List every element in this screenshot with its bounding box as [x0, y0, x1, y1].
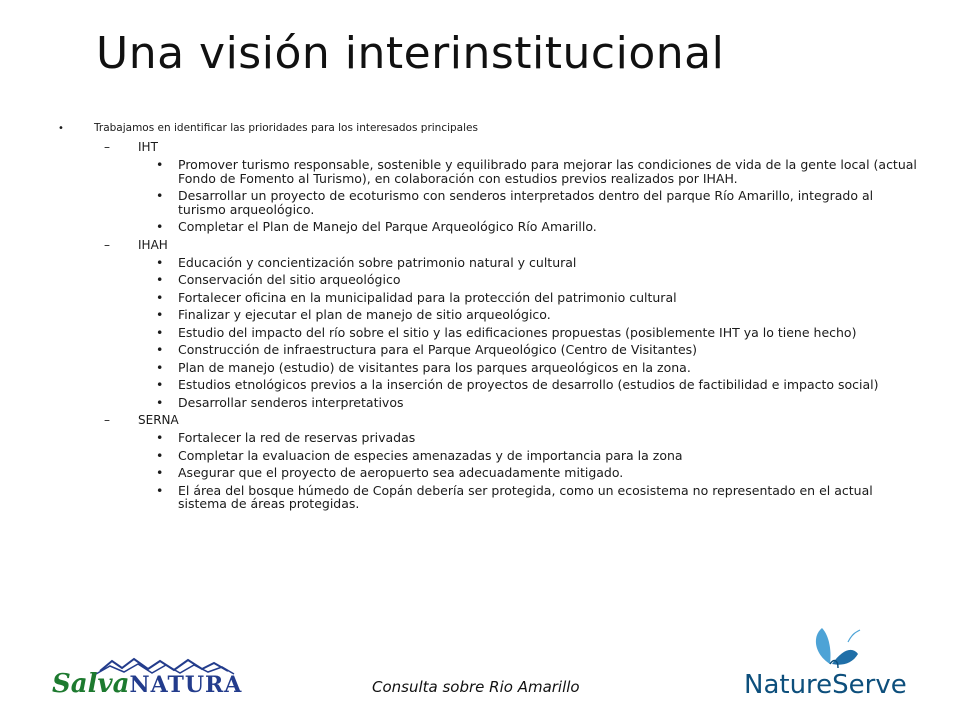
- intro-text: Trabajamos en identificar las prioridades para los interesados principales: [94, 122, 478, 134]
- bullet-icon: •: [156, 430, 164, 445]
- bullet-icon: •: [156, 324, 164, 340]
- butterfly-icon: [808, 624, 868, 672]
- slide-body: [58, 121, 918, 515]
- bullet-icon: •: [156, 254, 164, 270]
- list-item: [156, 158, 918, 185]
- dash-icon: –: [104, 140, 110, 154]
- bullet-icon: •: [156, 219, 164, 234]
- bullet-icon: •: [156, 359, 164, 375]
- bullet-icon: •: [156, 447, 164, 463]
- section-name: SERNA: [138, 413, 179, 427]
- section-heading: [104, 238, 918, 253]
- bullet-icon: •: [156, 307, 164, 322]
- section-heading: [104, 413, 918, 428]
- list-item: [156, 256, 918, 270]
- list-item: [156, 431, 918, 445]
- list-item-text: Plan de manejo (estudio) de visitantes para los parques arqueológicos en la zona.: [178, 359, 691, 375]
- natureserve-logo: [742, 624, 910, 708]
- list-item: [156, 466, 918, 480]
- list-item: [156, 484, 918, 511]
- list-item-text: Promover turismo responsable, sostenible y equilibrado para mejorar las condiciones de vida de la gente local (actual Fondo de Fomento al Turismo), en colaboración con estudios previos realizados por IHAH.: [178, 157, 917, 186]
- list-item: [156, 361, 918, 375]
- slide-title: Una visión interinstitucional: [96, 28, 725, 79]
- list-item: [156, 396, 918, 410]
- list-item-text: Educación y concientización sobre patrimonio natural y cultural: [178, 254, 577, 270]
- bullet-icon: •: [156, 272, 164, 287]
- dash-icon: –: [104, 237, 110, 252]
- logo-natura-text: NATURA: [129, 672, 243, 698]
- list-item-text: Fortalecer oficina en la municipalidad para la protección del patrimonio cultural: [178, 289, 677, 305]
- list-item-text: Fortalecer la red de reservas privadas: [178, 430, 416, 445]
- list-item-text: Desarrollar un proyecto de ecoturismo con senderos interpretados dentro del parque Río Amarillo, integrado al turismo arqueológico.: [178, 188, 874, 217]
- bullet-icon: •: [156, 465, 164, 480]
- list-item-text: Estudio del impacto del río sobre el sitio y las edificaciones propuestas (posiblemente IHT ya lo tiene hecho): [178, 324, 857, 340]
- bullet-icon: •: [58, 123, 64, 134]
- section-heading: [104, 140, 918, 155]
- list-item: [156, 220, 918, 234]
- list-item-text: Asegurar que el proyecto de aeropuerto sea adecuadamente mitigado.: [178, 465, 624, 480]
- list-item-text: Construcción de infraestructura para el Parque Arqueológico (Centro de Visitantes): [178, 342, 698, 357]
- bullet-icon: •: [156, 342, 164, 357]
- dash-icon: –: [104, 413, 110, 427]
- list-item: [156, 449, 918, 463]
- intro-item: [58, 121, 918, 136]
- list-item: [156, 343, 918, 357]
- list-item: [156, 273, 918, 287]
- list-item-text: Completar la evaluacion de especies amenazadas y de importancia para la zona: [178, 447, 683, 463]
- section-name: IHAH: [138, 237, 168, 252]
- bullet-icon: •: [156, 394, 164, 410]
- list-item-text: Finalizar y ejecutar el plan de manejo de sitio arqueológico.: [178, 307, 551, 322]
- list-item: [156, 189, 918, 216]
- list-item-text: Conservación del sitio arqueológico: [178, 272, 401, 287]
- list-item: [156, 378, 918, 392]
- list-item: [156, 326, 918, 340]
- bullet-icon: •: [156, 377, 164, 392]
- list-item: [156, 308, 918, 322]
- sections-list: [58, 140, 918, 511]
- bullet-icon: •: [156, 482, 164, 498]
- salvanatura-logo: [52, 655, 252, 705]
- natureserve-wordmark: NatureServe: [744, 670, 907, 700]
- bullet-icon: •: [156, 157, 164, 172]
- list-item: [156, 291, 918, 305]
- list-item-text: Estudios etnológicos previos a la inserción de proyectos de desarrollo (estudios de factibilidad e impacto social): [178, 377, 879, 392]
- bullet-icon: •: [156, 188, 164, 203]
- section-name: IHT: [138, 140, 158, 154]
- bullet-icon: •: [156, 289, 164, 305]
- logo-salva-text: Salva: [52, 669, 130, 699]
- list-item-text: Desarrollar senderos interpretativos: [178, 394, 404, 410]
- list-item-text: Completar el Plan de Manejo del Parque Arqueológico Río Amarillo.: [178, 219, 597, 234]
- footer-caption: Consulta sobre Rio Amarillo: [372, 678, 580, 696]
- list-item-text: El área del bosque húmedo de Copán debería ser protegida, como un ecosistema no representado en el actual sistema de áreas protegidas.: [178, 482, 873, 511]
